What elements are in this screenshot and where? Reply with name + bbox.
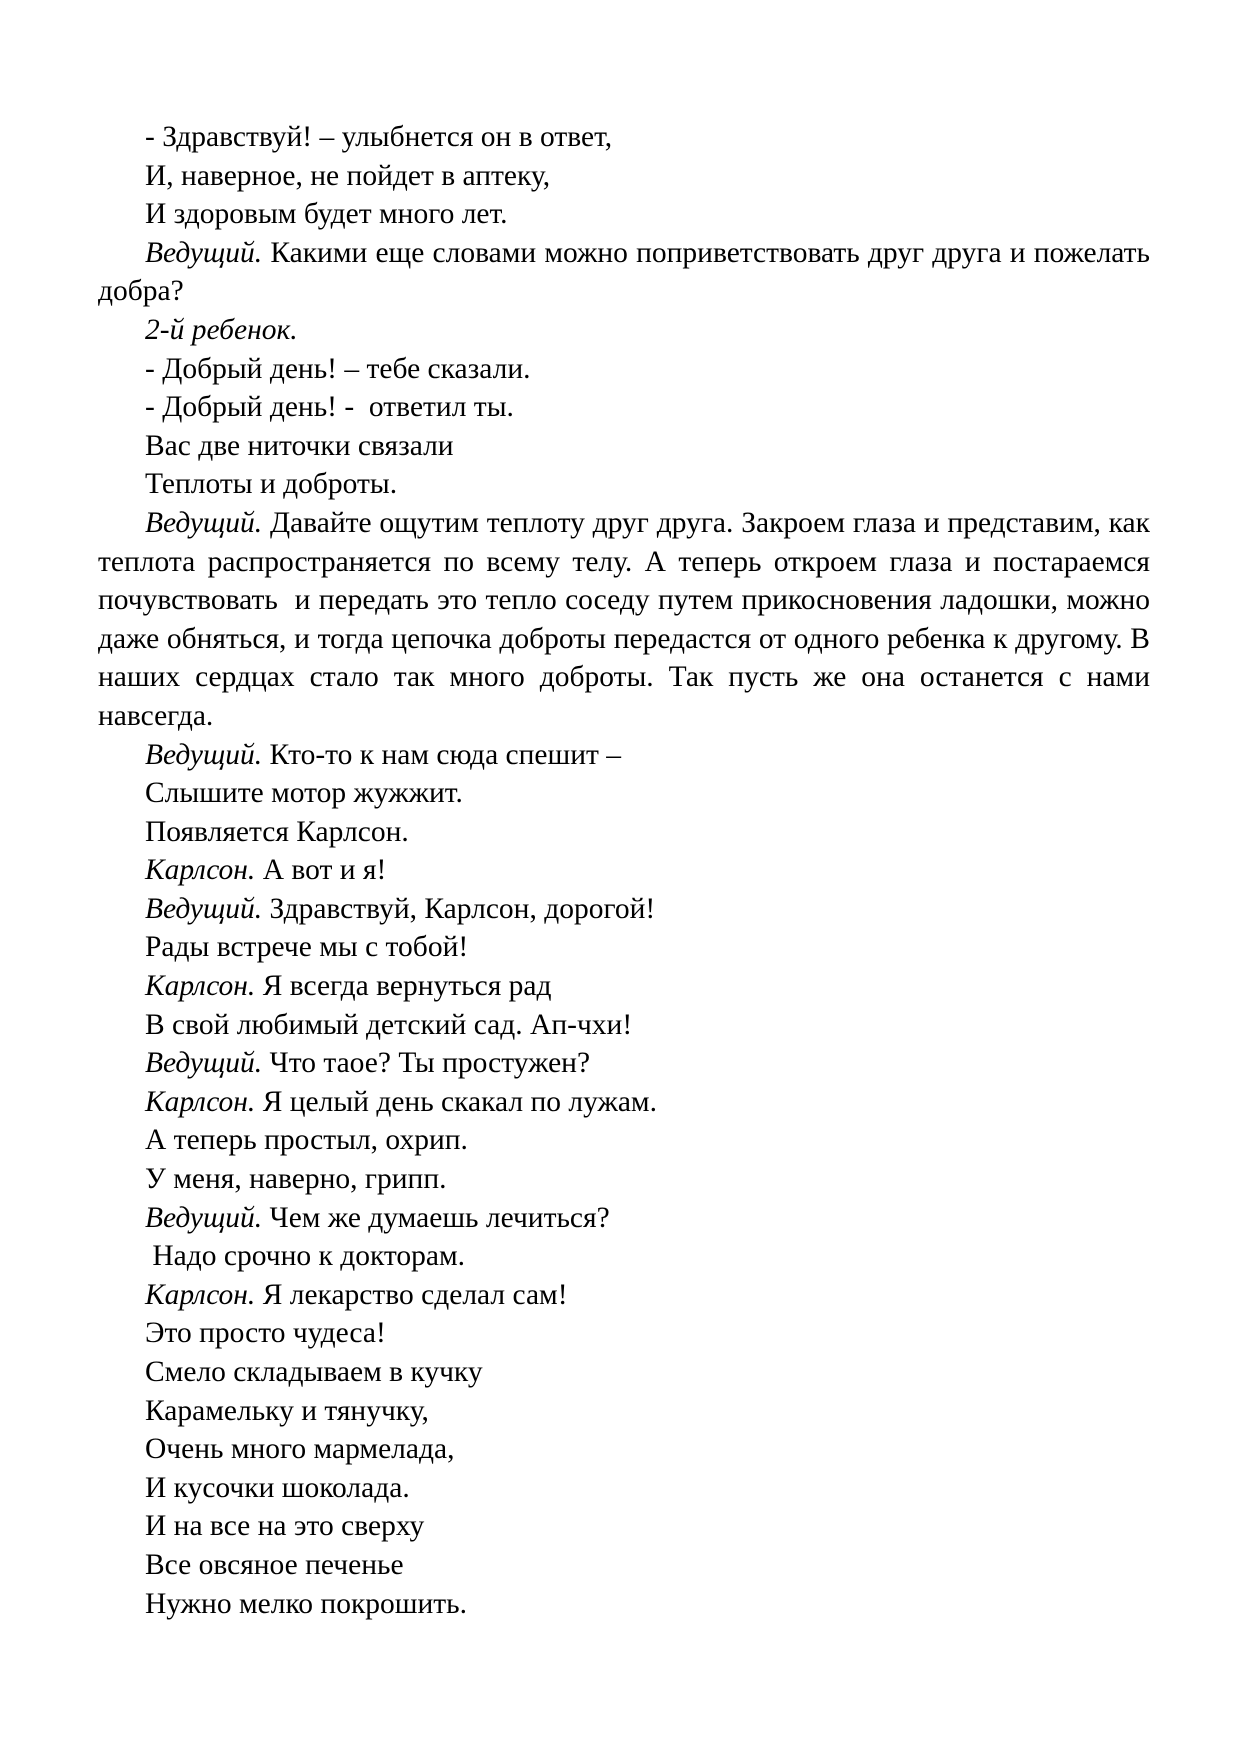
script-line <box>98 1121 1150 1160</box>
line-text: Здравствуй, Карлсон, дорогой! <box>262 892 656 925</box>
script-line <box>98 1353 1150 1392</box>
script-line <box>98 813 1150 852</box>
speaker-name: Ведущий. <box>145 1201 263 1234</box>
line-text: И здоровым будет много лет. <box>145 198 508 231</box>
script-line <box>98 1469 1150 1508</box>
line-text: Это просто чудеса! <box>145 1317 386 1350</box>
script-line <box>98 928 1150 967</box>
script-line <box>98 504 1158 736</box>
line-text: Нужно мелко покрошить. <box>145 1587 467 1620</box>
script-line <box>98 1507 1150 1546</box>
line-text: Очень много мармелада, <box>145 1433 455 1466</box>
line-text: Слышите мотор жужжит. <box>145 777 463 810</box>
line-text: Рады встрече мы с тобой! <box>145 931 469 964</box>
script-line <box>98 1160 1150 1199</box>
script-line <box>98 1585 1150 1624</box>
line-text: Все овсяное печенье <box>145 1548 404 1581</box>
script-line <box>98 157 1150 196</box>
line-text: В свой любимый детский сад. Ап-чхи! <box>145 1008 633 1041</box>
line-text: А теперь простыл, охрип. <box>145 1124 468 1157</box>
script-line <box>98 427 1150 466</box>
speaker-name: Ведущий. <box>145 738 263 771</box>
speaker-name: Ведущий. <box>145 1047 263 1080</box>
script-line <box>98 1006 1150 1045</box>
line-text: Теплоты и доброты. <box>145 468 398 501</box>
script-line <box>98 195 1150 234</box>
line-text: Вас две ниточки связали <box>145 429 454 462</box>
script-line <box>98 350 1150 389</box>
script-line <box>98 234 1158 311</box>
line-text: - Добрый день! – тебе сказали. <box>145 352 531 385</box>
speaker-name: Ведущий. <box>145 506 263 539</box>
script-line <box>98 118 1150 157</box>
script-line <box>98 1044 1150 1083</box>
line-text: Появляется Карлсон. <box>145 815 409 848</box>
line-text: Я лекарство сделал сам! <box>255 1278 568 1311</box>
script-line <box>98 311 1150 350</box>
line-text: А вот и я! <box>255 854 387 887</box>
line-text: Я всегда вернуться рад <box>255 970 552 1003</box>
line-text: Я целый день скакал по лужам. <box>255 1085 657 1118</box>
speaker-name: Карлсон. <box>145 970 256 1003</box>
script-line <box>98 465 1150 504</box>
line-text: Надо срочно к докторам. <box>145 1240 466 1273</box>
speaker-name: 2-й ребенок. <box>145 313 298 346</box>
script-line <box>98 967 1150 1006</box>
speaker-name: Ведущий. <box>145 892 263 925</box>
line-text: И, наверное, не пойдет в аптеку, <box>145 159 551 192</box>
script-line <box>98 736 1150 775</box>
line-text: Смело складываем в кучку <box>145 1356 483 1388</box>
script-line <box>98 1392 1150 1431</box>
script-line <box>98 388 1150 427</box>
script-text <box>98 118 1158 1623</box>
speaker-name: Ведущий. <box>145 236 263 269</box>
speaker-name: Карлсон. <box>145 1278 256 1311</box>
line-text: - Здравствуй! – улыбнется он в ответ, <box>145 121 613 153</box>
line-text: Чем же думаешь лечиться? <box>262 1201 610 1234</box>
line-text: Карамельку и тянучку, <box>145 1394 429 1427</box>
script-line <box>98 1237 1150 1276</box>
script-line <box>98 1314 1150 1353</box>
script-line <box>98 774 1150 813</box>
line-text: У меня, наверно, грипп. <box>145 1163 447 1196</box>
script-line <box>98 1546 1150 1585</box>
line-text: И на все на это сверху <box>145 1510 425 1543</box>
line-text: Кто-то к нам сюда спешит – <box>262 738 622 771</box>
script-line <box>98 1276 1150 1315</box>
speaker-name: Карлсон. <box>145 1085 256 1118</box>
script-line <box>98 1083 1150 1122</box>
line-text: - Добрый день! - ответил ты. <box>145 391 514 424</box>
speaker-name: Карлсон. <box>145 854 256 887</box>
script-line <box>98 1199 1150 1238</box>
line-text: Что таое? Ты простужен? <box>262 1047 591 1080</box>
script-line <box>98 851 1150 890</box>
line-text: Какими еще словами можно поприветствовать друг друга и пожелать добра? <box>98 236 1158 308</box>
line-text: И кусочки шоколада. <box>145 1471 410 1504</box>
script-line <box>98 890 1150 929</box>
line-text: Давайте ощутим теплоту друг друга. Закроем глаза и представим, как теплота распространяется по всему телу. А теперь откроем глаза и постараемся почувствовать и передать это тепло соседу путем прикосновения ладошки, можно даже обняться, и тогда цепочка доброты передастся от одного ребенка к другому. В наших сердцах стало так много доброты. Так пусть же она останется с нами навсегда. <box>98 506 1158 732</box>
script-line <box>98 1430 1150 1469</box>
